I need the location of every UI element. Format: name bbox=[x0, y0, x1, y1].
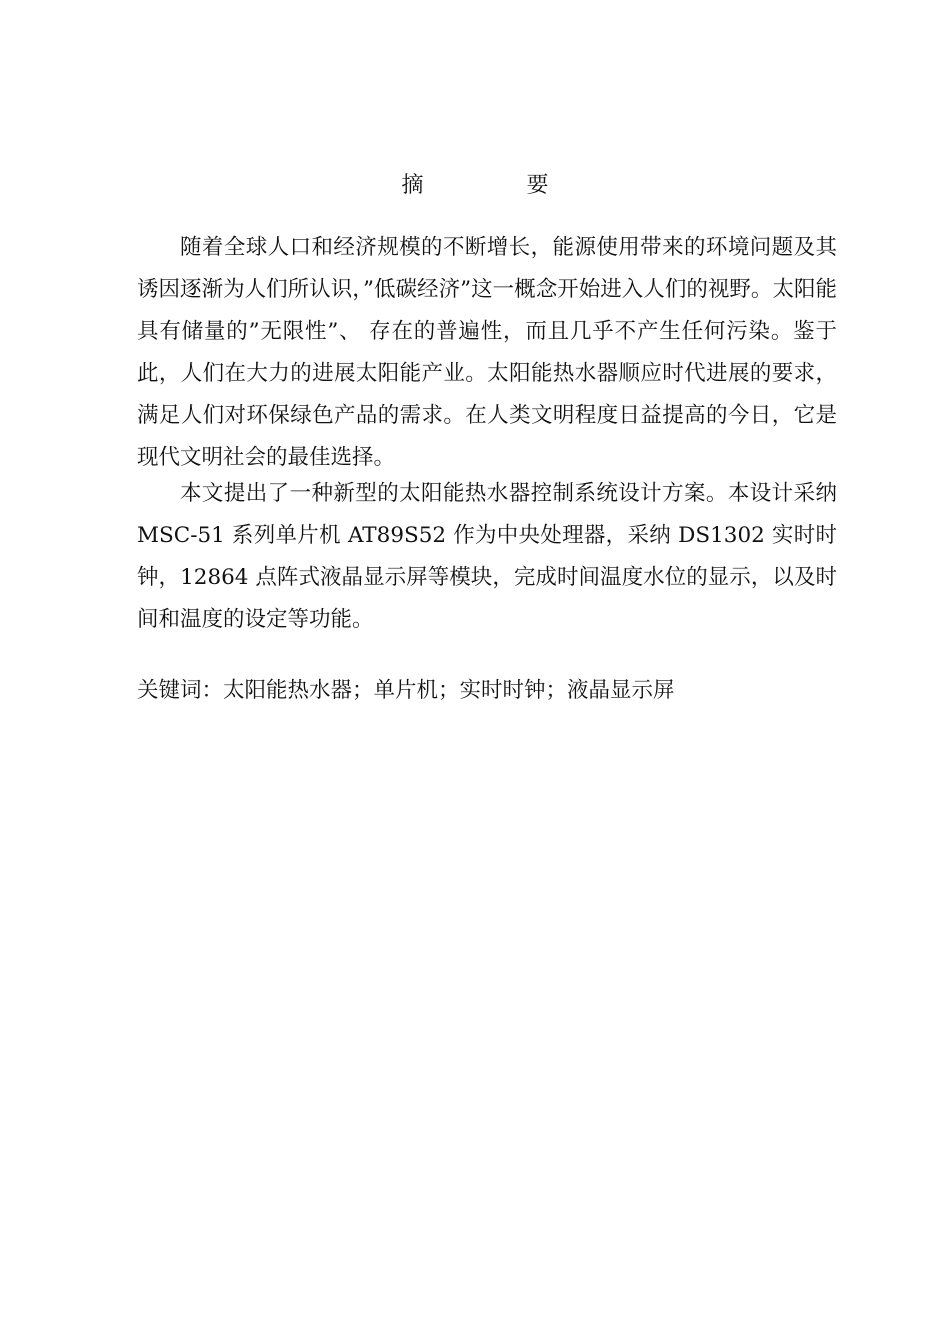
abstract-paragraph-2-container bbox=[137, 473, 837, 641]
abstract-paragraph-2: 本文提出了一种新型的太阳能热水器控制系统设计方案。本设计采纳 MSC-51 系列单片机 AT89S52 作为中央处理器，采纳 DS1302 实时时钟，12864 点阵式液晶显示屏等模块，完成时间温度水位的显示，以及时间和温度的设定等功能。 bbox=[137, 481, 837, 632]
abstract-title: 摘 要 bbox=[401, 173, 597, 198]
abstract-paragraph-1-container bbox=[137, 227, 837, 479]
keywords-value: 太阳能热水器；单片机；实时时钟；液晶显示屏 bbox=[223, 678, 675, 703]
keywords-label: 关键词： bbox=[137, 678, 224, 703]
abstract-paragraph-1: 随着全球人口和经济规模的不断增长，能源使用带来的环境问题及其诱因逐渐为人们所认识，”低碳经济”这一概念开始进入人们的视野。太阳能具有储量的”无限性”、 存在的普遍性，而且几乎不产生任何污染。鉴于此，人们在大力的进展太阳能产业。太阳能热水器顺应时代进展的要求，满足人们对环保绿色产品的需求。在人类文明程度日益提高的今日，它是现代文明社会的最佳选择。 bbox=[137, 235, 837, 470]
keywords-line bbox=[137, 670, 837, 712]
